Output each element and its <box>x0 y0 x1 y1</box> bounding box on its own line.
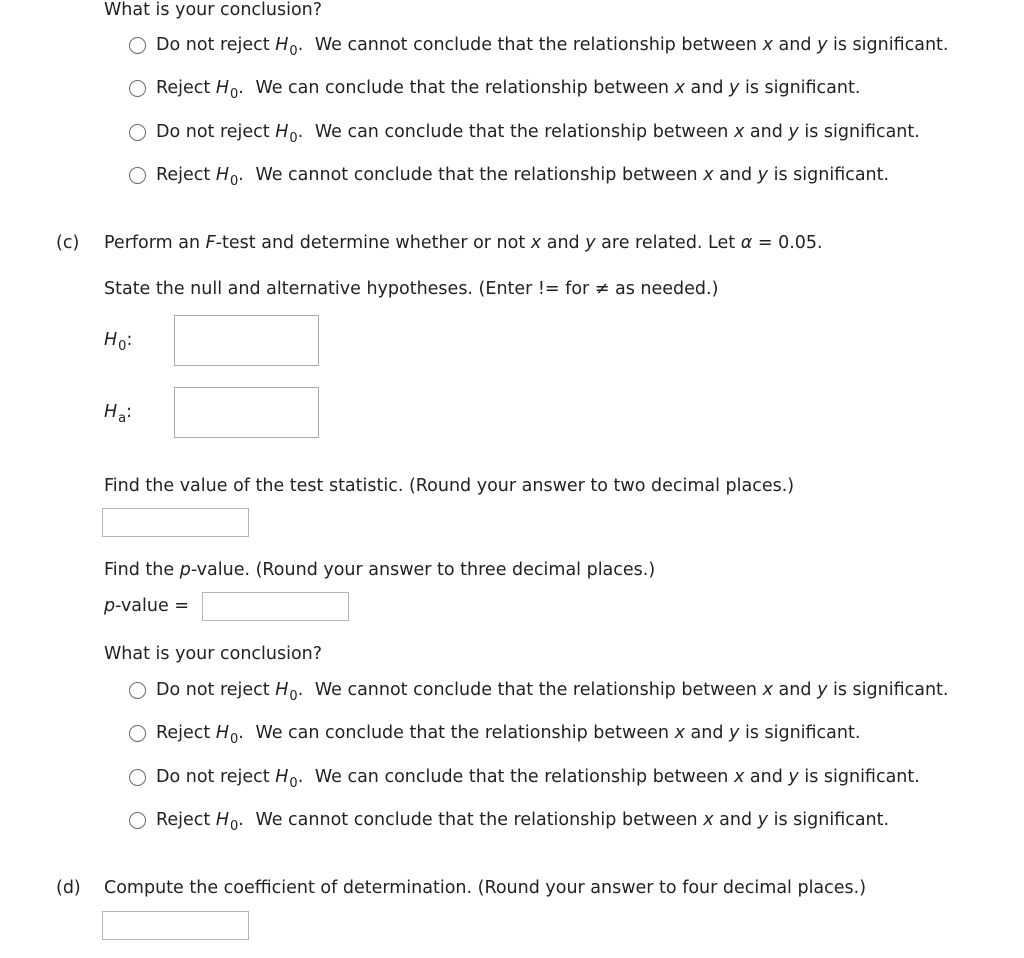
h0-symbol: $H_0$ <box>275 680 298 704</box>
c-option-3[interactable]: Do not reject $H_0$ . We can conclude that the relationship between x and y is significant. <box>129 766 920 788</box>
c-option-1[interactable]: Do not reject $H_0$ . We cannot conclude that the relationship between x and y is significant. <box>129 679 948 701</box>
option-decision: Do not reject <box>156 122 270 142</box>
option-decision: Reject <box>156 723 211 743</box>
pvalue-input[interactable] <box>202 592 349 621</box>
option-decision: Reject <box>156 810 211 830</box>
part-d-instruction: Compute the coefficient of determination. (Round your answer to four decimal places.) <box>104 878 867 898</box>
part-d-label: (d) <box>56 878 81 898</box>
option-rest: is significant. <box>773 810 890 830</box>
coefficient-input[interactable] <box>102 911 249 940</box>
option-rest: is significant. <box>744 723 861 743</box>
radio-button[interactable] <box>129 37 146 54</box>
option-rest: is significant. <box>833 680 949 700</box>
option-decision: Do not reject <box>156 35 270 55</box>
option-rest: is significant. <box>833 35 949 55</box>
b-option-2[interactable]: Reject $H_0$ . We can conclude that the relationship between x and y is significant. <box>129 77 860 99</box>
option-statement: We cannot conclude that the relationship between <box>314 35 758 55</box>
radio-button[interactable] <box>129 812 146 829</box>
h0-symbol: $H_0$ <box>215 723 239 747</box>
b-conclusion-prompt: What is your conclusion? <box>104 0 323 20</box>
test-statistic-input[interactable] <box>102 508 249 537</box>
option-decision: Reject <box>156 78 211 98</box>
option-rest: is significant. <box>773 165 890 185</box>
option-statement: We can conclude that the relationship between <box>255 723 669 743</box>
option-decision: Do not reject <box>156 767 270 787</box>
option-statement: We can conclude that the relationship between <box>314 767 729 787</box>
option-statement: We cannot conclude that the relationship between <box>255 810 698 830</box>
radio-button[interactable] <box>129 80 146 97</box>
b-option-3[interactable]: Do not reject $H_0$ . We can conclude that the relationship between x and y is significant. <box>129 121 920 143</box>
c-option-2[interactable]: Reject $H_0$ . We can conclude that the relationship between x and y is significant. <box>129 722 860 744</box>
option-rest: is significant. <box>804 122 920 142</box>
test-statistic-prompt: Find the value of the test statistic. (Round your answer to two decimal places.) <box>104 476 795 496</box>
option-decision: Reject <box>156 165 211 185</box>
c-conclusion-prompt: What is your conclusion? <box>104 644 323 664</box>
ha-input[interactable] <box>174 387 319 438</box>
h0-input[interactable] <box>174 315 319 366</box>
pvalue-label: p-value = <box>104 596 189 616</box>
c-option-4[interactable]: Reject $H_0$ . We cannot conclude that the relationship between x and y is significant. <box>129 809 889 831</box>
option-rest: is significant. <box>744 78 861 98</box>
radio-button[interactable] <box>129 682 146 699</box>
h0-symbol: $H_0$ <box>215 165 239 189</box>
b-option-4[interactable]: Reject $H_0$ . We cannot conclude that the relationship between x and y is significant. <box>129 164 889 186</box>
option-statement: We can conclude that the relationship between <box>255 78 669 98</box>
h0-label: $H_0$: <box>104 330 133 354</box>
part-c-label: (c) <box>56 233 80 253</box>
h0-symbol: $H_0$ <box>275 35 298 59</box>
option-decision: Do not reject <box>156 680 270 700</box>
option-rest: is significant. <box>804 767 920 787</box>
b-option-1[interactable]: Do not reject $H_0$ . We cannot conclude that the relationship between x and y is significant. <box>129 34 948 56</box>
option-statement: We cannot conclude that the relationship between <box>314 680 758 700</box>
option-statement: We can conclude that the relationship between <box>314 122 729 142</box>
part-c-instruction: Perform an F-test and determine whether or not x and y are related. Let α = 0.05. <box>104 233 823 253</box>
radio-button[interactable] <box>129 124 146 141</box>
ha-label: $H_a$: <box>104 402 133 426</box>
h0-symbol: $H_0$ <box>275 767 298 791</box>
radio-button[interactable] <box>129 769 146 786</box>
option-statement: We cannot conclude that the relationship between <box>255 165 698 185</box>
h0-symbol: $H_0$ <box>215 810 239 834</box>
alpha-symbol: α <box>740 233 753 253</box>
radio-button[interactable] <box>129 167 146 184</box>
hypotheses-prompt: State the null and alternative hypotheses. (Enter != for ≠ as needed.) <box>104 279 719 299</box>
h0-symbol: $H_0$ <box>275 122 298 146</box>
h0-symbol: $H_0$ <box>215 78 239 102</box>
pvalue-prompt: Find the p-value. (Round your answer to three decimal places.) <box>104 560 656 580</box>
radio-button[interactable] <box>129 725 146 742</box>
